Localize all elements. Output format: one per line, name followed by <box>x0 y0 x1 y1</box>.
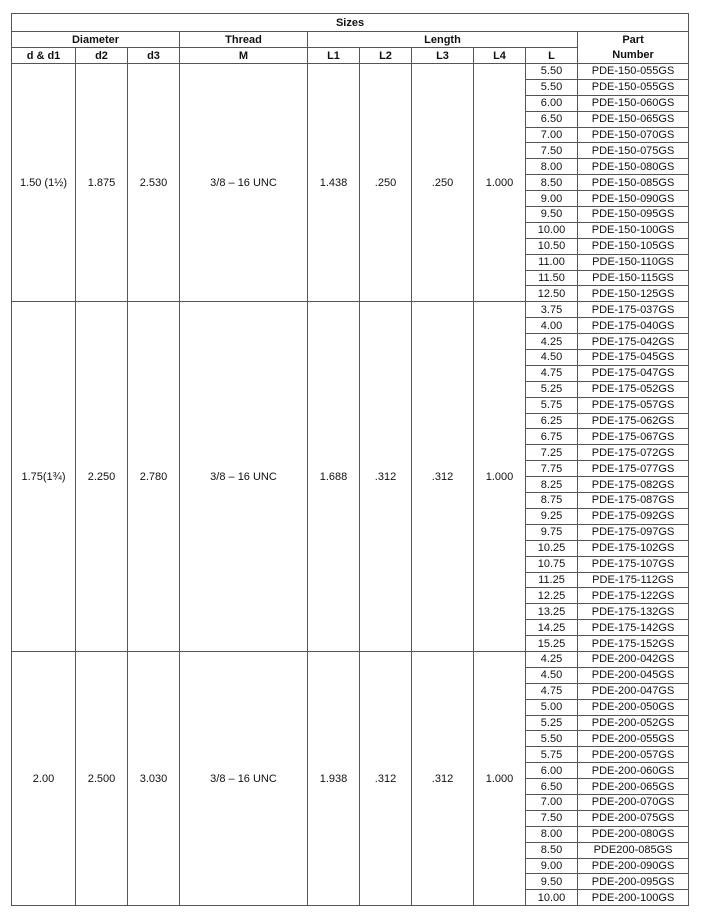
part-number-cell: PDE-175-047GS <box>578 365 689 381</box>
part-number-cell: PDE-175-057GS <box>578 397 689 413</box>
length-l-cell: 5.50 <box>526 79 578 95</box>
part-number-cell: PDE-200-047GS <box>578 683 689 699</box>
length-l-cell: 9.50 <box>526 207 578 223</box>
part-number-cell: PDE-200-050GS <box>578 699 689 715</box>
col-header-l3: L3 <box>412 48 474 64</box>
part-number-cell: PDE-175-152GS <box>578 636 689 652</box>
length-l-cell: 6.25 <box>526 413 578 429</box>
length-l-cell: 9.25 <box>526 508 578 524</box>
length-l-cell: 10.25 <box>526 540 578 556</box>
length-l-cell: 7.75 <box>526 461 578 477</box>
d2-cell: 2.500 <box>76 651 128 905</box>
table-header <box>12 14 689 64</box>
d-d1-cell: 1.50 (1½) <box>12 64 76 302</box>
part-number-header-label: Part Number <box>612 33 654 61</box>
l2-cell: .312 <box>360 302 412 652</box>
part-number-cell: PDE-200-090GS <box>578 858 689 874</box>
part-number-cell: PDE-175-077GS <box>578 461 689 477</box>
thread-cell: 3/8 – 16 UNC <box>180 64 308 302</box>
length-l-cell: 3.75 <box>526 302 578 318</box>
part-number-cell: PDE-150-080GS <box>578 159 689 175</box>
part-number-cell: PDE-200-095GS <box>578 874 689 890</box>
part-number-cell: PDE-150-055GS <box>578 79 689 95</box>
part-number-cell: PDE-175-062GS <box>578 413 689 429</box>
l3-cell: .312 <box>412 302 474 652</box>
length-l-cell: 7.00 <box>526 794 578 810</box>
length-l-cell: 15.25 <box>526 636 578 652</box>
length-l-cell: 6.00 <box>526 95 578 111</box>
part-number-cell: PDE-150-085GS <box>578 175 689 191</box>
length-l-cell: 10.75 <box>526 556 578 572</box>
part-number-cell: PDE-175-040GS <box>578 318 689 334</box>
part-number-cell: PDE-150-070GS <box>578 127 689 143</box>
part-number-cell: PDE-175-037GS <box>578 302 689 318</box>
length-l-cell: 5.25 <box>526 381 578 397</box>
d2-cell: 2.250 <box>76 302 128 652</box>
part-number-cell: PDE-175-042GS <box>578 334 689 350</box>
part-number-cell: PDE-175-082GS <box>578 477 689 493</box>
part-number-cell: PDE-150-105GS <box>578 238 689 254</box>
l4-cell: 1.000 <box>474 651 526 905</box>
part-number-cell: PDE-150-055GS <box>578 64 689 80</box>
sizes-table <box>11 13 689 906</box>
length-l-cell: 6.50 <box>526 111 578 127</box>
length-l-cell: 11.50 <box>526 270 578 286</box>
length-l-cell: 8.00 <box>526 159 578 175</box>
l4-cell: 1.000 <box>474 302 526 652</box>
length-l-cell: 9.00 <box>526 858 578 874</box>
part-number-cell: PDE-150-100GS <box>578 222 689 238</box>
part-number-header <box>578 32 689 64</box>
length-l-cell: 10.00 <box>526 222 578 238</box>
part-number-cell: PDE-200-057GS <box>578 747 689 763</box>
length-l-cell: 8.50 <box>526 175 578 191</box>
length-l-cell: 8.00 <box>526 826 578 842</box>
part-number-cell: PDE-200-075GS <box>578 810 689 826</box>
length-l-cell: 5.75 <box>526 747 578 763</box>
length-l-cell: 4.75 <box>526 683 578 699</box>
length-l-cell: 5.25 <box>526 715 578 731</box>
part-number-cell: PDE-175-107GS <box>578 556 689 572</box>
length-l-cell: 10.50 <box>526 238 578 254</box>
length-l-cell: 6.00 <box>526 763 578 779</box>
part-number-cell: PDE-175-072GS <box>578 445 689 461</box>
d3-cell: 2.780 <box>128 302 180 652</box>
part-number-cell: PDE-150-110GS <box>578 254 689 270</box>
col-header-d2: d2 <box>76 48 128 64</box>
part-number-cell: PDE-175-087GS <box>578 493 689 509</box>
part-number-cell: PDE-175-067GS <box>578 429 689 445</box>
l2-cell: .312 <box>360 651 412 905</box>
d2-cell: 1.875 <box>76 64 128 302</box>
length-l-cell: 4.75 <box>526 365 578 381</box>
d-d1-cell: 1.75(1¾) <box>12 302 76 652</box>
part-number-cell: PDE-150-115GS <box>578 270 689 286</box>
length-l-cell: 4.50 <box>526 667 578 683</box>
length-l-cell: 12.50 <box>526 286 578 302</box>
col-header-l: L <box>526 48 578 64</box>
part-number-cell: PDE-200-042GS <box>578 651 689 667</box>
length-l-cell: 14.25 <box>526 620 578 636</box>
length-l-cell: 13.25 <box>526 604 578 620</box>
length-l-cell: 9.75 <box>526 524 578 540</box>
d-d1-cell: 2.00 <box>12 651 76 905</box>
part-number-cell: PDE-175-132GS <box>578 604 689 620</box>
length-l-cell: 5.75 <box>526 397 578 413</box>
part-number-cell: PDE-175-092GS <box>578 508 689 524</box>
table-title: Sizes <box>12 14 689 32</box>
length-l-cell: 6.75 <box>526 429 578 445</box>
length-l-cell: 4.25 <box>526 651 578 667</box>
length-l-cell: 7.00 <box>526 127 578 143</box>
part-number-cell: PDE-200-060GS <box>578 763 689 779</box>
col-header-d3: d3 <box>128 48 180 64</box>
l3-cell: .312 <box>412 651 474 905</box>
table-row <box>12 64 689 80</box>
part-number-cell: PDE-175-102GS <box>578 540 689 556</box>
length-l-cell: 11.25 <box>526 572 578 588</box>
length-l-cell: 11.00 <box>526 254 578 270</box>
col-header-l4: L4 <box>474 48 526 64</box>
table-body <box>12 64 689 906</box>
part-number-cell: PDE-175-052GS <box>578 381 689 397</box>
part-number-cell: PDE-150-075GS <box>578 143 689 159</box>
part-number-cell: PDE-200-052GS <box>578 715 689 731</box>
length-l-cell: 7.50 <box>526 810 578 826</box>
length-l-cell: 4.25 <box>526 334 578 350</box>
length-l-cell: 4.50 <box>526 350 578 366</box>
part-number-cell: PDE-175-112GS <box>578 572 689 588</box>
l1-cell: 1.438 <box>308 64 360 302</box>
part-number-cell: PDE-200-055GS <box>578 731 689 747</box>
length-l-cell: 4.00 <box>526 318 578 334</box>
part-number-cell: PDE-175-045GS <box>578 350 689 366</box>
part-number-cell: PDE-200-070GS <box>578 794 689 810</box>
length-l-cell: 5.00 <box>526 699 578 715</box>
part-number-cell: PDE-175-122GS <box>578 588 689 604</box>
part-number-cell: PDE-150-090GS <box>578 191 689 207</box>
part-number-cell: PDE-150-125GS <box>578 286 689 302</box>
part-number-cell: PDE-200-045GS <box>578 667 689 683</box>
part-number-cell: PDE-150-095GS <box>578 207 689 223</box>
col-header-d-d1: d & d1 <box>12 48 76 64</box>
part-number-cell: PDE-150-060GS <box>578 95 689 111</box>
length-l-cell: 9.00 <box>526 191 578 207</box>
col-header-l2: L2 <box>360 48 412 64</box>
l1-cell: 1.938 <box>308 651 360 905</box>
length-l-cell: 9.50 <box>526 874 578 890</box>
part-number-cell: PDE-175-142GS <box>578 620 689 636</box>
part-number-cell: PDE-200-080GS <box>578 826 689 842</box>
table-row <box>12 651 689 667</box>
table-row <box>12 302 689 318</box>
length-group-header: Length <box>308 32 578 48</box>
length-l-cell: 8.50 <box>526 842 578 858</box>
length-l-cell: 5.50 <box>526 64 578 80</box>
l2-cell: .250 <box>360 64 412 302</box>
length-l-cell: 7.50 <box>526 143 578 159</box>
thread-group-header: Thread <box>180 32 308 48</box>
col-header-m: M <box>180 48 308 64</box>
thread-cell: 3/8 – 16 UNC <box>180 302 308 652</box>
diameter-group-header: Diameter <box>12 32 180 48</box>
length-l-cell: 8.25 <box>526 477 578 493</box>
length-l-cell: 6.50 <box>526 779 578 795</box>
d3-cell: 3.030 <box>128 651 180 905</box>
l3-cell: .250 <box>412 64 474 302</box>
length-l-cell: 7.25 <box>526 445 578 461</box>
part-number-cell: PDE200-085GS <box>578 842 689 858</box>
length-l-cell: 10.00 <box>526 890 578 906</box>
thread-cell: 3/8 – 16 UNC <box>180 651 308 905</box>
part-number-cell: PDE-175-097GS <box>578 524 689 540</box>
l4-cell: 1.000 <box>474 64 526 302</box>
d3-cell: 2.530 <box>128 64 180 302</box>
length-l-cell: 5.50 <box>526 731 578 747</box>
part-number-cell: PDE-200-065GS <box>578 779 689 795</box>
part-number-cell: PDE-200-100GS <box>578 890 689 906</box>
part-number-cell: PDE-150-065GS <box>578 111 689 127</box>
col-header-l1: L1 <box>308 48 360 64</box>
length-l-cell: 12.25 <box>526 588 578 604</box>
length-l-cell: 8.75 <box>526 493 578 509</box>
l1-cell: 1.688 <box>308 302 360 652</box>
